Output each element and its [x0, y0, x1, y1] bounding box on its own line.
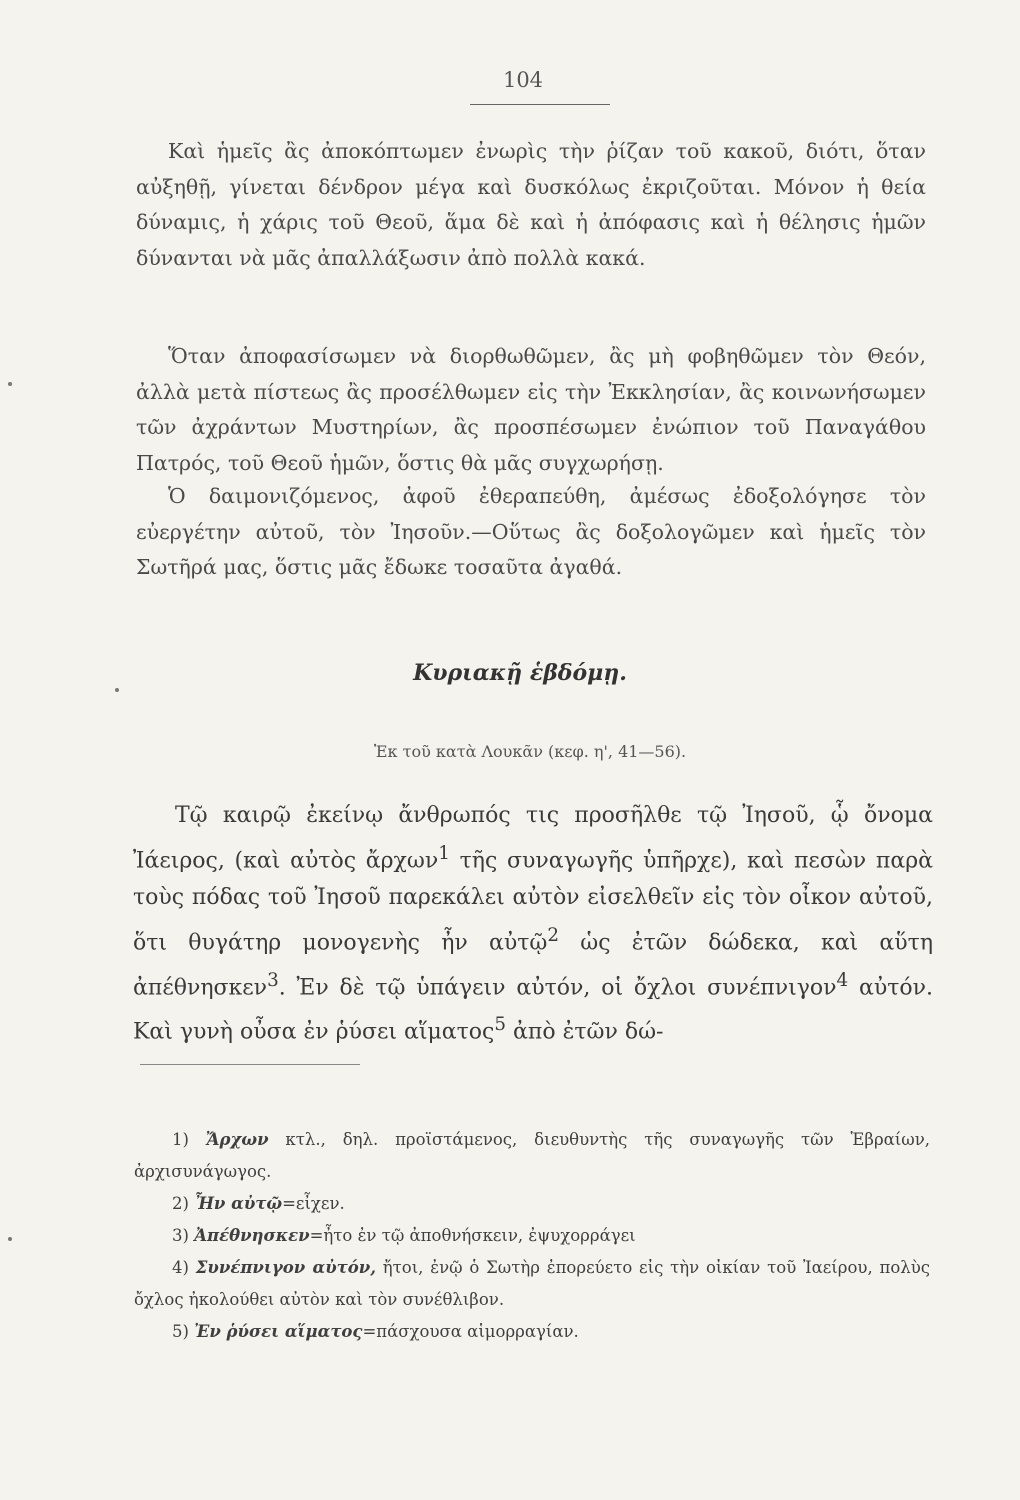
gospel-text-part: . Ἐν δὲ τῷ ὑπάγειν αὐτόν, οἱ ὄχλοι συνέπνιγον — [278, 974, 837, 1000]
footnote-1 — [134, 1124, 930, 1188]
footnote-ref-2: 2 — [547, 924, 560, 946]
gospel-text-part: τῆς συναγωγῆς ὑπῆρχε), καὶ πεσὼν παρὰ τοὺς πόδας τοῦ Ἰησοῦ παρεκάλει αὐτὸν εἰσελθεῖν εἰς τὸν οἶκον αὐτοῦ, ὅτι θυγάτηρ μονογενὴς ἦν αὐτῷ — [133, 847, 933, 956]
footnote-number: 1) — [172, 1130, 189, 1149]
footnote-number: 5) — [172, 1322, 189, 1341]
footnote-text: =εἶχεν. — [282, 1194, 345, 1213]
gospel-text — [133, 797, 933, 1051]
gospel-text-part: αὐτόν. Καὶ γυνὴ οὖσα ἐν ῥύσει αἵματος — [133, 974, 934, 1045]
footnote-text: κτλ., δηλ. προϊστάμενος, διευθυντὴς τῆς συναγωγῆς τῶν Ἑβραίων, ἀρχισυνάγωγος. — [134, 1130, 931, 1181]
paragraph-1: Καὶ ἡμεῖς ἂς ἀποκόπτωμεν ἐνωρὶς τὴν ῥίζαν τοῦ κακοῦ, διότι, ὅταν αὐξηθῇ, γίνεται δένδρον μέγα καὶ δυσκόλως ἐκριζοῦται. Μόνον ἡ θεία δύναμις, ἡ χάρις τοῦ Θεοῦ, ἅμα δὲ καὶ ἡ ἀπόφασις καὶ ἡ θέλησις ἡμῶν δύνανται νὰ μᾶς ἀπαλλάξωσιν ἀπὸ πολλὰ κακά. — [136, 139, 926, 270]
footnote-term: Ἀπέθνησκεν — [194, 1226, 310, 1245]
margin-dot — [8, 1237, 12, 1241]
footnote-5 — [134, 1316, 930, 1348]
footnote-ref-3: 3 — [267, 969, 279, 991]
footnotes — [134, 1124, 930, 1348]
footnote-text: =ἦτο ἐν τῷ ἀποθνήσκειν, ἐψυχορράγει — [309, 1226, 636, 1245]
footnote-3 — [134, 1220, 930, 1252]
footnote-text: ἤτοι, ἐνῷ ὁ Σωτὴρ ἐπορεύετο εἰς τὴν οἰκίαν τοῦ Ἰαείρου, πολὺς ὄχλος ἠκολούθει αὐτὸν καὶ τὸν συνέθλιβον. — [134, 1258, 930, 1309]
margin-dot — [8, 382, 12, 386]
footnote-ref-1: 1 — [438, 842, 450, 864]
gospel-reference: Ἐκ τοῦ κατὰ Λουκᾶν (κεφ. η', 41—56). — [373, 742, 687, 761]
footnote-number: 3) — [172, 1226, 189, 1245]
footnote-number: 4) — [172, 1258, 189, 1277]
footnote-term: Ἦν αὐτῷ — [194, 1194, 283, 1213]
footnote-term: Ἄρχων — [205, 1130, 269, 1149]
footnote-ref-5: 5 — [494, 1014, 507, 1036]
footnote-ref-4: 4 — [836, 969, 849, 991]
gospel-text-part: ὡς ἐτῶν δώδεκα, καὶ αὕτη ἀπέθνησκεν — [133, 930, 934, 1000]
footnote-number: 2) — [172, 1194, 189, 1213]
paragraph-2: Ὅταν ἀποφασίσωμεν νὰ διορθωθῶμεν, ἂς μὴ φοβηθῶμεν τὸν Θεόν, ἀλλὰ μετὰ πίστεως ἂς προσέλθωμεν εἰς τὴν Ἐκκλησίαν, ἂς κοινωνήσωμεν τῶν ἀχράντων Μυστηρίων, ἂς προσπέσωμεν ἐνώπιον τοῦ Παναγάθου Πατρός, τοῦ Θεοῦ ἡμῶν, ὅστις θὰ μᾶς συγχωρήσῃ. — [136, 344, 926, 475]
gospel-text-part: ἀπὸ ἐτῶν δώ- — [506, 1019, 664, 1045]
footnote-term: Ἐν ῥύσει αἵματος — [194, 1322, 363, 1341]
page-number-rule — [470, 104, 610, 105]
footnote-text: =πάσχουσα αἱμορραγίαν. — [362, 1322, 579, 1341]
section-heading: Κυριακῇ ἑβδόμῃ. — [413, 660, 627, 686]
margin-dot — [115, 688, 119, 692]
footnote-2 — [134, 1188, 930, 1220]
gospel-text-part: Τῷ καιρῷ ἐκείνῳ ἄνθρωπός τις προσῆλθε τῷ Ἰησοῦ, ᾧ ὄνομα Ἰάειρος, (καὶ αὐτὸς ἄρχων — [133, 803, 933, 873]
footnote-term: Συνέπνιγον αὐτόν, — [195, 1258, 376, 1277]
footnote-4 — [134, 1252, 930, 1316]
page-number: 104 — [502, 68, 544, 92]
paragraph-3: Ὁ δαιμονιζόμενος, ἀφοῦ ἐθεραπεύθη, ἀμέσως ἐδοξολόγησε τὸν εὐεργέτην αὐτοῦ, τὸν Ἰησοῦν.—Οὕτως ἂς δοξολογῶμεν καὶ ἡμεῖς τὸν Σωτῆρά μας, ὅστις μᾶς ἔδωκε τοσαῦτα ἀγαθά. — [136, 484, 926, 579]
footnote-divider — [140, 1064, 360, 1065]
